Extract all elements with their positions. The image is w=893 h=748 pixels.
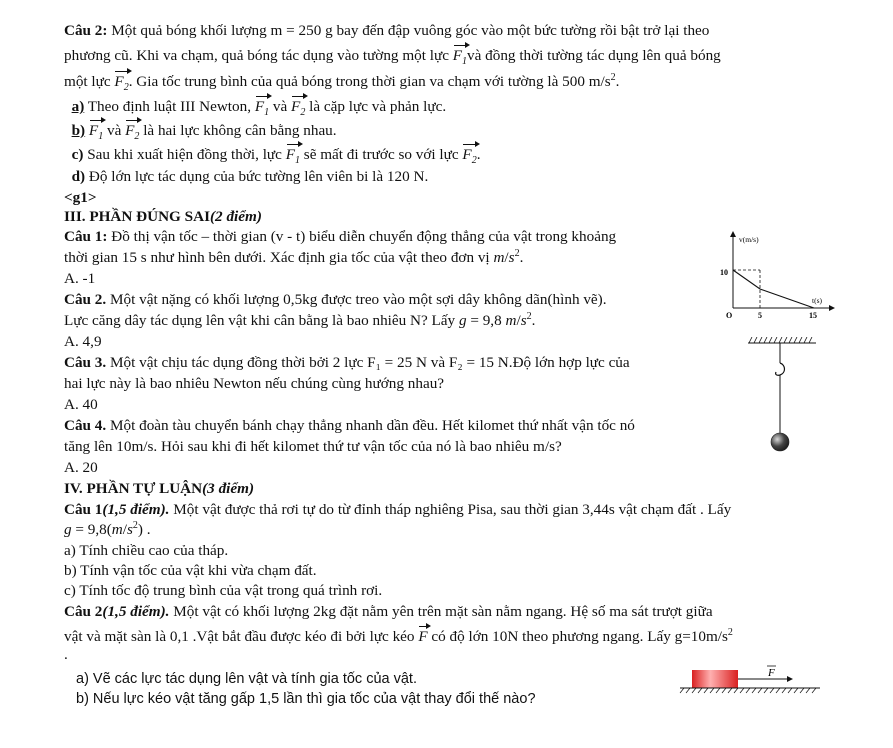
- q2-item-d: d) Độ lớn lực tác dụng của bức tường lên viên bi là 120 N.: [71, 168, 429, 185]
- s4q1-line2: $g = 9,8(m/s^2)$ .: [64, 519, 151, 538]
- hook: [776, 363, 785, 375]
- s4q1-line1: Câu 1(1,5 điểm). Một vật được thả rơi tự do từ đỉnh tháp nghiêng Pisa, sau thời gian 3,44s vật chạm đất . Lấy: [64, 501, 732, 518]
- s4q1-item-b: b) Tính vận tốc của vật khi vừa chạm đất.: [64, 562, 317, 579]
- s4q1-item-a: a) Tính chiều cao của tháp.: [64, 542, 229, 559]
- s3q3-line1: Câu 3. Một vật chịu tác dụng đồng thời bởi 2 lực F₁ = 25 N và F₂ = 15 N.Độ lớn hợp lực của: [64, 354, 630, 371]
- q2-item-a: a) Theo định luật III Newton, $F_1$ và $F_2$ là cặp lực và phản lực.: [71, 98, 447, 119]
- x-axis-label: t(s): [812, 296, 822, 305]
- s3q1-answer: A. -1: [64, 270, 96, 287]
- ceiling-hatch: [749, 337, 812, 343]
- block: [692, 670, 738, 688]
- y-axis-label: v(m/s): [739, 235, 759, 244]
- s3q4-line2: tăng lên 10m/s. Hỏi sau khi đi hết kilomet thứ tư vận tốc của nó là bao nhiêu m/s?: [64, 438, 562, 455]
- s3q4-answer: A. 20: [64, 459, 98, 476]
- s3q2-line1: Câu 2. Một vật nặng có khối lượng 0,5kg được treo vào một sợi dây không dãn(hình vẽ).: [64, 291, 607, 308]
- block-force-figure: [676, 660, 826, 700]
- s3q1-line2: thời gian 15 s như hình bên dưới. Xác định gia tốc của vật theo đơn vị $m/s^2$.: [64, 247, 524, 266]
- q2-line2: phương cũ. Khi va chạm, quả bóng tác dụng vào tường một lực $F_1và$ đồng thời tường tác dụng lên quả bóng: [64, 47, 721, 68]
- floor-hatch: [680, 688, 816, 693]
- s3q3-answer: A. 40: [64, 396, 98, 413]
- x-tick-label-origin: O: [726, 311, 733, 320]
- s4q2-item-a: a) Vẽ các lực tác dụng lên vật và tính gia tốc của vật.: [76, 671, 417, 687]
- s4q2-line2: vật và mặt sàn là 0,1 .Vật bắt đầu được kéo đi bởi lực kéo F có độ lớn 10N theo phương ngang. Lấy $g=10m/s^2$: [64, 626, 733, 645]
- velocity-time-graph: [718, 228, 838, 320]
- q2-line3: một lực $F_2$. Gia tốc trung bình của quả bóng trong thời gian va chạm với tường là 500 $m/s^2$.: [64, 71, 620, 94]
- s4q2-dot: .: [64, 646, 68, 663]
- group-marker: <g1>: [64, 189, 97, 206]
- s3q2-answer: A. 4,9: [64, 333, 102, 350]
- section3-title: III. PHẦN ĐÚNG SAI(2 điểm): [64, 208, 262, 225]
- x-tick-label-5: 5: [758, 311, 762, 320]
- s4q2-item-b: b) Nếu lực kéo vật tăng gấp 1,5 lần thì gia tốc của vật thay đổi thế nào?: [76, 691, 536, 707]
- q2-line1: Câu 2: Một quả bóng khối lượng m = 250 g bay đến đập vuông góc vào một bức tường rồi bật trở lại theo: [64, 22, 710, 39]
- ball: [771, 433, 789, 451]
- s3q3-line2: hai lực này là bao nhiêu Newton nếu chúng cùng hướng nhau?: [64, 375, 445, 392]
- y-tick-label: 10: [720, 268, 728, 277]
- section4-title: IV. PHẦN TỰ LUẬN(3 điểm): [64, 480, 254, 497]
- s3q1-line1: Câu 1: Đồ thị vận tốc – thời gian (v - t) biểu diễn chuyển động thẳng của vật trong khoảng: [64, 228, 617, 245]
- hanging-mass-figure: [740, 337, 820, 463]
- s3q2-line2: Lực căng dây tác dụng lên vật khi cân bằng là bao nhiêu N? Lấy g = 9,8 $m/s^2$.: [64, 310, 536, 329]
- x-tick-label-15: 15: [809, 311, 817, 320]
- s4q2-line1: Câu 2(1,5 điểm). Một vật có khối lượng 2kg đặt nằm yên trên mặt sàn nằm ngang. Hệ số ma sát trượt giữa: [64, 603, 713, 620]
- q2-item-c: c) Sau khi xuất hiện đồng thời, lực $F_1$ sẽ mất đi trước so với lực $F_2$.: [71, 146, 481, 167]
- force-label: F: [768, 667, 775, 679]
- series-line: [733, 270, 814, 308]
- q2-item-b: b) $F_1$ và $F_2$ là hai lực không cân bằng nhau.: [71, 122, 337, 143]
- s3q4-line1: Câu 4. Một đoàn tàu chuyển bánh chạy thẳng nhanh dần đều. Hết kilomet thứ nhất vận tốc nó: [64, 417, 635, 434]
- s4q1-item-c: c) Tính tốc độ trung bình của vật trong quá trình rơi.: [64, 582, 383, 599]
